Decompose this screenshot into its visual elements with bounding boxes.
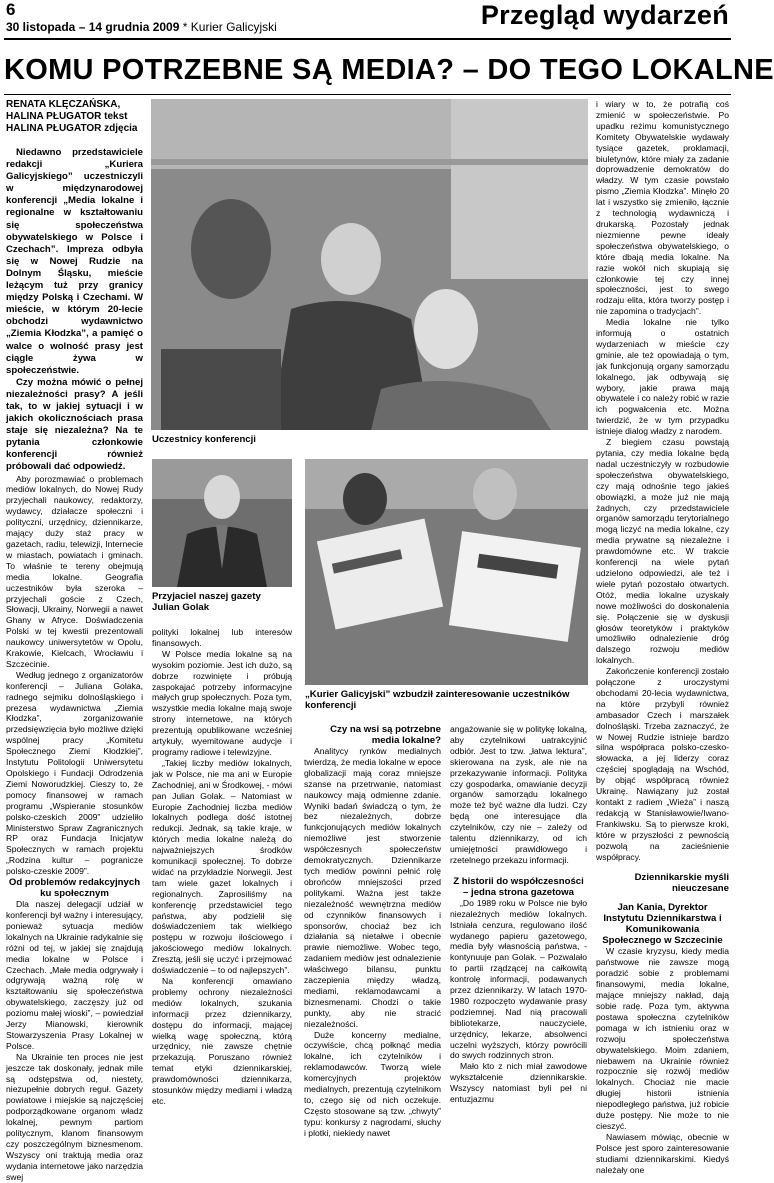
byline	[6, 99, 143, 135]
photo-readers	[305, 459, 588, 685]
column-3	[304, 724, 441, 1138]
caption-julian-golak	[152, 591, 297, 613]
lead-paragraph: Niedawno przedstawiciele redakcji „Kuriera Galicyjskiego” uczestniczyli w międzynarodowej konferencji „Media lokalne i regionalne w kształtowaniu się społeczeństwa obywatelskiego w Polsce i Czechach”. Impreza odbyła się w Nowej Rudzie na Dolnym Śląsku, mieście leżącym tuż przy granicy między Polską i Czechami. W mieście, w którym 20-lecie obchodzi wydawnictwo „Ziemia Kłodzka”, a pamięć o walce o wolność prasy jest ciągle żywa w społeczeństwie.	[6, 147, 143, 376]
column-5	[596, 99, 729, 1175]
col4-paragraph: „Do 1989 roku w Polsce nie było niezależnych mediów lokalnych. Istniała cenzura, regulowano ilość wydanego papieru gazetowego, media były własnością państwa, - kontynuuje pan Golak. – Pozwalało to partii rządzącej na całkowitą kontrolę informacji, podawanych przez dziennikarzy. W latach 1970-1980 rozpoczęto wydawanie prasy podziemnej. Nad nią pracowali bibliotekarze, nauczyciele, urzędnicy, lekarze, absolwenci uczelni wyższych, którzy powrócili do swych rodzinnych stron.	[450, 897, 587, 1061]
photo-julian-golak-image	[152, 459, 292, 587]
byline-author-2: HALINA PŁUGATOR tekst	[6, 111, 128, 122]
col2-paragraph: polityki lokalnej lub interesów finansowych.	[152, 627, 292, 648]
col5-paragraph: Nawiasem mówiąc, obecnie w Polsce jest sporo zainteresowanie studiami dziennikarskimi. Kiedyś należały one	[596, 1131, 729, 1175]
lead-questions: Czy można mówić o pełnej niezależności prasy? A jeśli tak, to w jakiej sytuacji i w jakich okolicznościach prasa staje się niezależna? Na te pytania członkowie konferencji również próbowali dać odpowiedź.	[6, 376, 143, 473]
caption-julian-golak-line1: Przyjaciel naszej gazety	[152, 591, 261, 602]
photo-conference-participants-image	[151, 99, 588, 430]
col1-paragraph: Aby porozmawiać o problemach mediów lokalnych, do Nowej Rudy przyjechali naukowcy, redaktorzy, wydawcy, działacze społeczni i polityczni, urzędnicy, dziennikarze, mający duży staż pracy w gazetach, radiu, telewizji, Internecie w miastach, powiatach i gminach. To właśnie te tereny obejmują media lokalne. Geografia uczestników była szeroka – przyjechali goście z Czech, Słowacji, Ukrainy, Norwegii a nawet Ghany w Afryce. Doświadczenia Polski w tej kwestii prezentowali naukowcy uniwersytetów w Opolu, Krakowie, Kielcach, Wrocławiu i Szczecinie.	[6, 473, 143, 669]
col1-paragraph: Według jednego z organizatorów konferencji – Juliana Golaka, radnego sejmiku dolnośląskiego i prezesa wydawnictwa „Ziemia Kłodzka”, zorganizowanie przedsięwzięcia było możliwe dzięki wspólnej pracy „Komitetu Społecznego Ziemi Kłodzkiej”, Instytutu Politologii Uniwersytetu Opolskiego i Fundacji Odrodzenia Ziemi Noworudzkiej. Cieszy to, że pomocy finansowej w ramach programu „Wspieranie stosunków polsko-czeskich 2009” udzieliło Ministerstwo Spraw Zagranicznych RP oraz Fundacja Inicjatyw Społecznych w ramach projektu „Rodzina kultur – pogranicze polsko-czeskie 2009”.	[6, 669, 143, 877]
column-1	[6, 99, 143, 1182]
photo-readers-image	[305, 459, 588, 685]
paper-name: * Kurier Galicyjski	[182, 20, 277, 34]
col5-paragraph: Media lokalne nie tylko informują o ostatnich wydarzeniach w mieście czy gminie, ale też opowiadają o tym, jak funkcjonują organy samorządu lokalnego, jak odbywają się wybory, jakie prawa mają obywatele i co należy robić w razie ich pogwałcenia etc. Można twierdzić, że w tym przypadku istnieje dialog władzy z narodem.	[596, 317, 729, 437]
column-2	[152, 627, 292, 1105]
headline-rule	[4, 94, 731, 95]
subheading-history: Z historii do współczesności – jedna strona gazetowa	[453, 875, 584, 898]
col5-paragraph: i wiary w to, że potrafią coś zmienić w społeczeństwie. Po upadku reżimu komunistycznego Komitety Obywatelskie wydawały tysiące gazetek, proklamacji, biuletynów, które miały za zadanie doprowadzenie demokratów do władzy. W tym czasie powstało pismo „Ziemia Kłodzka”. Minęło 20 lat i wszystko się zmieniło, łącznie z technologią wydawniczą i drukarską. Pozostały jednak niezmienne pewne ideały społeczeństwa obywatelskiego, o które dbają media lokalne. Na razie wokół nich skupiają się członkowie tej czy innej społeczności, jest to swego rodzaju elita, która tworzy postęp i nie zapomina o tradycjach”.	[596, 99, 729, 317]
col5-paragraph: Zakończenie konferencji zostało połączone z uroczystymi obchodami 20-lecia wydawnictwa, na które przybyli również ambasador Czech i marszałek dolnośląski. Trzeba zaznaczyć, że w Nowej Rudzie istnieje bardzo silna współpraca polsko-czesko-słowacka, a jej liderzy coraz częściej spoglądają na Wschód, by objąć współpracą również Ukrainę. Nawiązany już został kontakt z radiem „Wieża” i naszą redakcją w Stanisławowie/Iwano-Frankiwsku. Są to pierwsze kroki, które w przyszłości z pewnością pozwolą na zacieśnienie współpracy.	[596, 666, 729, 862]
column-4	[450, 724, 587, 1105]
caption-julian-golak-line2: Julian Golak	[152, 602, 210, 613]
col5-paragraph: Z biegiem czasu powstają pytania, czy media lokalne będą nadal uczestniczyły w rozbudowie społeczeństwa obywatelskiego, czy mają odnośnie tego jakieś obowiązki, a może już nie mają żadnych, czy przedstawiciele organów samorządu terytorialnego mogą liczyć na media lokalne, czy media prywatne są niezależne i prawdomówne etc. W trakcie konferencji na wiele pytań udzielono odpowiedzi, ale też i wiele pytań pozostało otwartych. Otóż, media lokalne uzyskały nowe możliwości do doskonalenia się. Połączenie się w dyskusji głosów teoretyków i praktyków umożliwiło odnalezienie dróg dalszego rozwoju mediów lokalnych.	[596, 437, 729, 666]
subheading-problems: Od problemów redakcyjnych ku społecznym	[8, 877, 141, 900]
col3-paragraph: Duże koncerny medialne, oczywiście, chcą połknąć media lokalne, ich czytelników i reklamodawców. Tworzą wiele komercyjnych projektów medialnych, prezentują czytelnikom to, czego się od nich oczekuje. Często stosowane są tzw. „chwyty” typu: konkursy z nagrodami, słuchy i plotki, niekiedy nawet	[304, 1029, 441, 1138]
dateline	[6, 20, 277, 34]
subheading-village: Czy na wsi są potrzebne media lokalne?	[330, 724, 441, 746]
subheading-thoughts: Dziennikarskie myśli nieuczesane	[634, 872, 729, 895]
interview-author: Jan Kania, Dyrektor Instytutu Dziennikarstwa i Komunikowania Społecznego w Szczecinie	[602, 902, 723, 947]
col2-paragraph: „Takiej liczby mediów lokalnych, jak w Polsce, nie ma ani w Europie Zachodniej, ani w Środkowej, - mówi pan Julian Golak. – Natomiast w Europie Zachodniej liczba mediów lokalnych podlega dość istotnej redukcji. Jednak, są takie kraje, w których media lokalne należą do najważniejszych środków komunikacji społecznej. To dobrze widać na przykładzie Norwegii. Jest tam wiele gazet lokalnych i regionalnych. Zaprosiliśmy na konferencję przedstawiciel tego państwa, aby podzielił się doświadczeniem tak wielkiego postępu w rozwoju ilościowego i jakościowego mediów lokalnych. Zresztą, jeśli się uczyć i przejmować doświadczenie – to od najlepszych”.	[152, 757, 292, 976]
article-headline: KOMU POTRZEBNE SĄ MEDIA? – DO TEGO LOKALNE	[4, 54, 774, 86]
col5-paragraph: W czasie kryzysu, kiedy media państwowe nie zawsze mogą poradzić sobie z problemami finansowymi, media lokalne, mające mniejszy nakład, dają sobie radę. Poza tym, aktywna postawa społeczna czytelników pomaga w ich istnieniu oraz w rozwoju społeczeństwa obywatelskiego. Moim zdaniem, niebawem na Ukrainie również rozpocznie się rozwój mediów lokalnych. Chociaż nie macie długiej historii istnienia niepodległego państwa, już robicie duże postępy. Nie może to nie cieszyć.	[596, 946, 729, 1131]
photo-julian-golak	[152, 459, 292, 587]
col1-paragraph: Na Ukrainie ten proces nie jest jeszcze tak doskonały, jednak mile są odstępstwa od, niestety, niezupełnie dobrych reguł. Gazety powiatowe i miejskie są najczęściej podporządkowane organom władz lokalnej, pewnym partiom politycznym, klanom finansowym czy poszczególnym biznesmenom. Wszyscy oni traktują media oraz wydania internetowe jako narzędzia swej	[6, 1051, 143, 1182]
col4-paragraph: angażowanie się w politykę lokalną, aby czytelnikowi uatrakcyjnić odbiór. Jest to tzw. „łatwa lektura”, skierowana na zysk, ale nie na przekazywanie informacji. Polityka czy gospodarka, omawianie decyzji organów samorządu lokalnego może też być ważne dla ludzi. Czy będą one interesujące dla czytelników, czy nie – zależy od talentu dziennikarzy, od ich umiejętności prawidłowego i rzetelnego przekazu informacji.	[450, 724, 587, 865]
issue-dates: 30 listopada – 14 grudnia 2009	[6, 20, 180, 34]
byline-photos: HALINA PŁUGATOR zdjęcia	[6, 123, 138, 134]
page-number: 6	[6, 0, 16, 19]
photo-conference-participants	[151, 99, 588, 430]
col1-paragraph: Dla naszej delegacji udział w konferencji był ważny i interesujący, ponieważ sytuacja mediów lokalnych na Ukrainie radykalnie się różni od tej, w jakiej się znajdują media lokalne w Polsce i Czechach. „Małe media odgrywały i odgrywają ważną rolę w kształtowaniu się społeczeństwa obywatelskiego, zaczęszy już od poziomu małej wioski”, – powiedział Jerzy Mianowski, kierownik Stowarzyszenia Prasy Lokalnej w Polsce.	[6, 899, 143, 1051]
section-title: Przegląd wydarzeń	[480, 0, 729, 30]
byline-author-1: RENATA KLĘCZAŃSKA,	[6, 99, 121, 110]
col4-paragraph: Mało kto z nich miał zawodowe wykształcenie dziennikarskie. Wszyscy natomiast byli peł ni entuzjazmu	[450, 1061, 587, 1105]
col2-paragraph: W Polsce media lokalne są na wysokim poziomie. Jest ich dużo, są dobrze rozwinięte i próbują zaspokajać potrzeby informacyjne małych grup społecznych. Poza tym, wszystkie media lokalne mają swoje strony internetowe, na których prezentują opublikowane wcześniej artykuły, wyemitowane audycje i programy radiowe i telewizyjne.	[152, 648, 292, 757]
col2-paragraph: Na konferencji omawiano problemy ochrony niezależności mediów lokalnych, szukania informacji przez dziennikarzy, dostępu do informacji, mającej wielką wagę społeczną, którą urzędnicy, nie zawsze chętnie przekazują. Poruszano również temat etyki dziennikarskiej, prawdomówności dziennikarza, stosunków między mediami i władzą etc.	[152, 976, 292, 1106]
caption-conference-participants: Uczestnicy konferencji	[152, 434, 256, 445]
col3-paragraph: Analitycy rynków medialnych twierdzą, że media lokalne w epoce globalizacji mają coraz mniejsze szanse na przetrwanie, natomiast naukowcy mają odmienne zdanie. Wyniki badań świadczą o tym, że bez niezależnych, dobrze funkcjonujących mediów lokalnych niemożliwe jest stworzenie współczesnych społeczeństw demokratycznych. Dziennikarze tych mediów powinni pełnić rolę obrońców mniejszości przed politykami. Ważna jest także niezależność wewnętrzna mediów od czynników finansowych i sponsorów, chociaż bez ich działania są nietałwe i obecnie prawie niemożliwe. Wobec tego, zadaniem mediów jest odnalezienie właściwego bilansu, punktu zaczepienia między władzą, mediami, reklamodawcami a biznesmenami. Chodzi o takie punkty, aby nie stracić niezależności.	[304, 746, 441, 1029]
header-rule	[4, 38, 731, 40]
caption-readers: „Kurier Galicyjski” wzbudził zainteresowanie uczestników konferencji	[305, 689, 570, 711]
